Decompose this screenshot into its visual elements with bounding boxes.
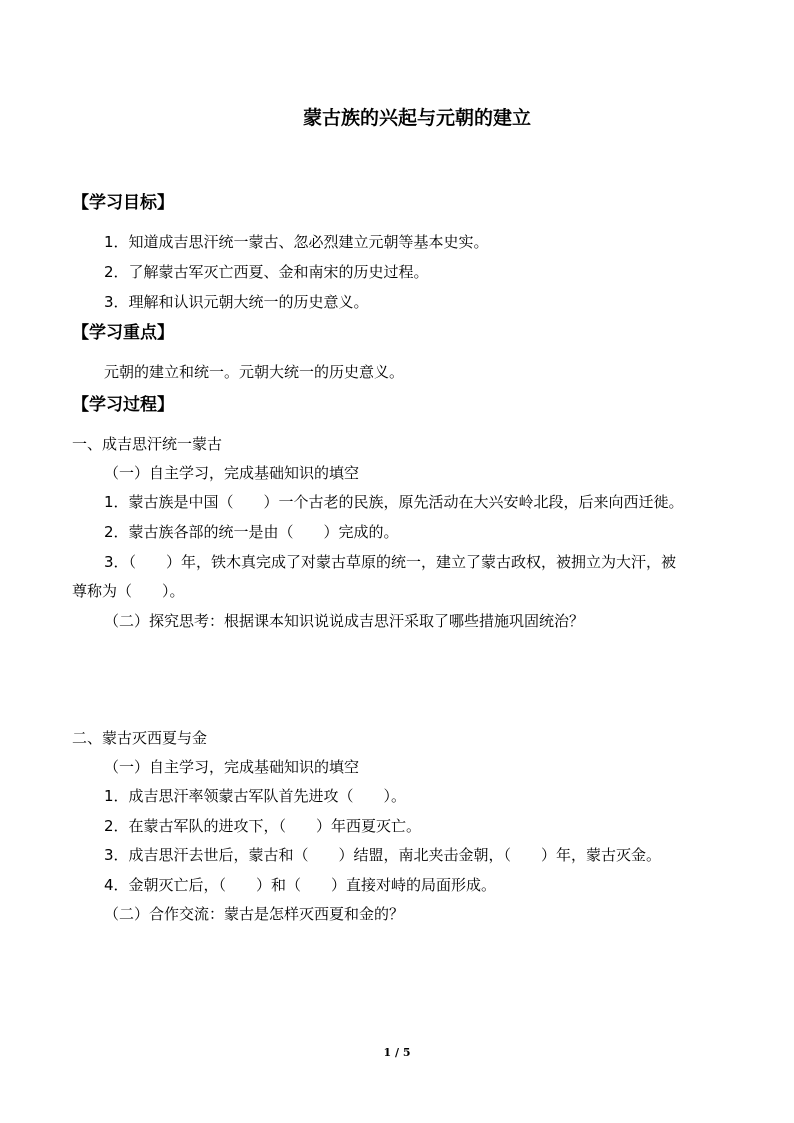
section-2-title: 二、蒙古灭西夏与金 (72, 729, 208, 747)
section-2-sub1: （一）自主学习，完成基础知识的填空 (104, 758, 360, 776)
fill-blank-item: 3．（ ）年，铁木真完成了对蒙古草原的统一，建立了蒙古政权，被拥立为大汗，被 (104, 553, 677, 571)
page-number: 1 / 5 (383, 1046, 411, 1059)
fill-blank-item: 1．蒙古族是中国（ ）一个古老的民族，原先活动在大兴安岭北段，后来向西迁徙。 (104, 493, 684, 511)
section-1-sub2: （二）探究思考：根据课本知识说说成吉思汗采取了哪些措施巩固统治？ (104, 612, 585, 630)
fill-blank-item: 1．成吉思汗率领蒙古军队首先进攻（ ）。 (104, 787, 407, 805)
objective-item: 1．知道成吉思汗统一蒙古、忽必烈建立元朝等基本史实。 (104, 233, 489, 251)
section-2-sub2: （二）合作交流：蒙古是怎样灭西夏和金的？ (104, 905, 405, 923)
section-1-sub1: （一）自主学习，完成基础知识的填空 (104, 464, 360, 482)
objective-item: 2．了解蒙古军灭亡西夏、金和南宋的历史过程。 (104, 263, 429, 281)
fill-blank-item-continuation: 尊称为（ ）。 (72, 582, 185, 600)
objective-item: 3．理解和认识元朝大统一的历史意义。 (104, 293, 369, 311)
focus-heading: 【学习重点】 (72, 323, 174, 343)
fill-blank-item: 2．在蒙古军队的进攻下，（ ）年西夏灭亡。 (104, 817, 422, 835)
page-title: 蒙古族的兴起与元朝的建立 (302, 107, 531, 129)
fill-blank-item: 3．成吉思汗去世后，蒙古和（ ）结盟，南北夹击金朝，（ ）年，蒙古灭金。 (104, 846, 662, 864)
section-1-title: 一、成吉思汗统一蒙古 (72, 435, 223, 453)
objectives-heading: 【学习目标】 (72, 193, 174, 213)
fill-blank-item: 2．蒙古族各部的统一是由（ ）完成的。 (104, 523, 399, 541)
process-heading: 【学习过程】 (72, 395, 174, 415)
focus-text: 元朝的建立和统一。元朝大统一的历史意义。 (104, 363, 405, 381)
fill-blank-item: 4．金朝灭亡后，（ ）和（ ）直接对峙的局面形成。 (104, 876, 497, 894)
